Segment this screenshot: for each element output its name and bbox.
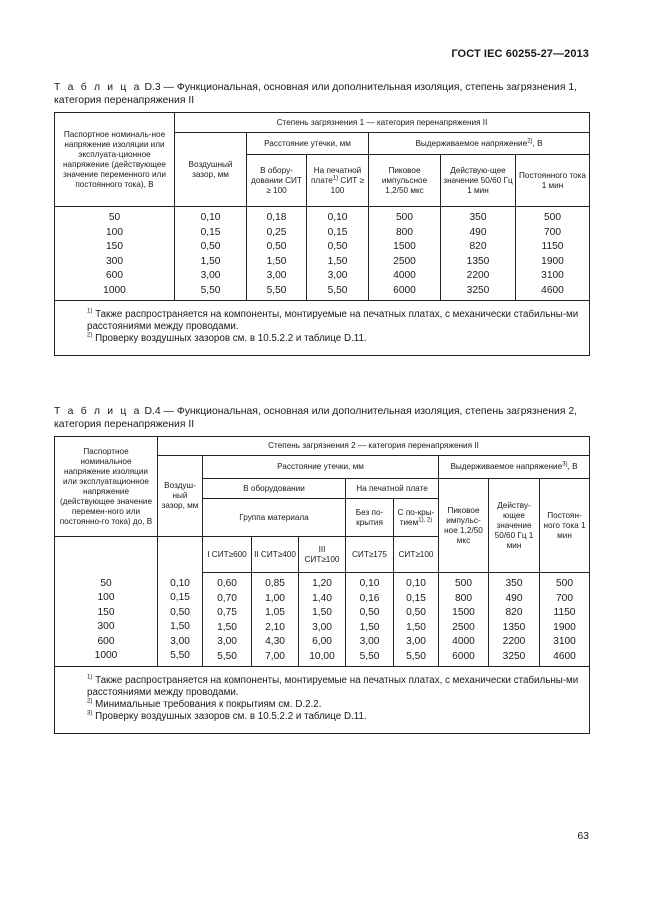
d3-header-creepage: Расстояние утечки, мм (247, 133, 369, 155)
d4-footnote-3: $^{3)}$ Проверку воздушных зазоров см. в 10.5.2.2 и таблице D.11. (87, 710, 367, 722)
d4-col-pcb-coated: 0,10 0,15 0,50 1,50 3,00 5,50 (394, 573, 439, 667)
d4-header-clearance-spacer (158, 537, 203, 573)
d3-data-body (55, 207, 590, 301)
d4-header-rms: Действу-ющее значение 50/60 Гц 1 мин (489, 479, 540, 573)
d4-col-peak: 500 800 1500 2500 4000 6000 (439, 573, 489, 667)
d3-col-rated: 50 100 150 300 600 1000 (55, 207, 175, 301)
d4-header-pcb: На печатной плате (346, 479, 439, 499)
d4-header-group: Группа материала (203, 499, 346, 537)
d3-col-peak: 500 800 1500 2500 4000 6000 (369, 207, 441, 301)
d4-col-rms: 350 490 820 1350 2200 3250 (489, 573, 540, 667)
d4-header-rated-spacer (55, 537, 158, 573)
d4-header-uncoated: Без по-крытия (346, 499, 394, 537)
d4-header-dc: Постоян-ного тока 1 мин (540, 479, 590, 573)
table-d4-caption (54, 405, 594, 431)
d3-col-clearance: 0,10 0,15 0,50 1,50 3,00 5,50 (175, 207, 247, 301)
d3-header-withstand: Выдерживаемое напряжение$^{2)}$, В (369, 133, 590, 155)
d3-col-dc: 500 700 1150 1900 3100 4600 (516, 207, 590, 301)
d3-header-dc: Постоянного тока 1 мин (516, 155, 590, 207)
d3-footnote-2: $^{2)}$ Проверку воздушных зазоров см. в 10.5.2.2 и таблице D.11. (87, 332, 367, 344)
d3-header-equipment: В обору-довании СИТ ≥ 100 (247, 155, 307, 207)
d4-header-rated-voltage: Паспортное номинальное напряжение изоляции или эксплуатационное напряжение (действующее значение перемен-ного или постоянно-го тока) до, В (55, 437, 158, 537)
table-d3-caption-label: Т а б л и ц а (54, 82, 142, 93)
d4-header-creepage: Расстояние утечки, мм (203, 456, 439, 479)
d4-header-clearance: Воздуш-ный зазор, мм (158, 456, 203, 537)
d4-header-equipment: В оборудовании (203, 479, 346, 499)
d4-col-dc: 500 700 1150 1900 3100 4600 (540, 573, 590, 667)
d4-header-pollution: Степень загрязнения 2 — категория перенапряжения II (158, 437, 590, 456)
d4-col-group-1: 0,60 0,70 0,75 1,50 3,00 5,50 (203, 573, 252, 667)
table-d4-caption-text: D.4 — Функциональная, основная или дополнительная изоляция, степень загрязнения 2, категория перенапряжения II (54, 406, 577, 430)
table-d4-caption-label: Т а б л и ц а (54, 406, 142, 417)
d4-col-group-2: 0,85 1,00 1,05 2,10 4,30 7,00 (252, 573, 299, 667)
d3-footnote-1: $^{1)}$ Также распространяется на компоненты, монтируемые на печатных платах, с механически стабильны-ми расстояниями между проводами. (87, 308, 579, 332)
table-d3-caption (54, 81, 594, 107)
d3-header-rated-voltage: Паспортное номиналь-ное напряжение изоляции или эксплуата-ционное напряжение (действующее значение переменного или постоянного тока), В (55, 113, 175, 207)
d4-col-group-3: 1,20 1,40 1,50 3,00 6,00 10,00 (299, 573, 346, 667)
d4-col-rated: 50 100 150 300 600 1000 (55, 573, 158, 667)
d3-header-pcb: На печатной плате$^{1)}$ СИТ ≥ 100 (307, 155, 369, 207)
d4-col-pcb-uncoated: 0,10 0,16 0,50 1,50 3,00 5,50 (346, 573, 394, 667)
d4-col-clearance: 0,10 0,15 0,50 1,50 3,00 5,50 (158, 573, 203, 667)
d3-header-clearance: Воздушный зазор, мм (175, 133, 247, 207)
d4-header-group-1: I СИТ≥600 (203, 537, 252, 573)
page-number: 63 (577, 830, 589, 842)
d4-footnote-1: $^{1)}$ Также распространяется на компоненты, монтируемые на печатных платах, с механически стабильны-ми расстояниями между проводами. (87, 674, 579, 698)
d4-header-peak: Пиковое импульс-ное 1,2/50 мкс (439, 479, 489, 573)
d4-header-pcb-coated: СИТ≥100 (394, 537, 439, 573)
d3-col-rms: 350 490 820 1350 2200 3250 (441, 207, 516, 301)
d4-header-pcb-uncoated: СИТ≥175 (346, 537, 394, 573)
table-d4 (54, 436, 590, 734)
table-d3-caption-text: D.3 — Функциональная, основная или дополнительная изоляция, степень загрязнения 1, категория перенапряжения II (54, 82, 577, 106)
d4-data-body (55, 573, 590, 667)
d3-header-peak: Пиковое импульсное 1,2/50 мкс (369, 155, 441, 207)
document-header: ГОСТ IEC 60255-27—2013 (451, 48, 589, 60)
d3-header-pollution: Степень загрязнения 1 — категория перенапряжения II (175, 113, 590, 133)
d3-footnotes (55, 300, 590, 355)
d4-header-withstand: Выдерживаемое напряжение$^{3)}$, В (439, 456, 590, 479)
d4-footnotes (55, 666, 590, 733)
table-d3 (54, 112, 590, 356)
d4-header-coated: С по-кры-тием$^{1), 2)}$ (394, 499, 439, 537)
d4-footnote-2: $^{2)}$ Минимальные требования к покрытиям см. D.2.2. (87, 698, 322, 710)
d4-header-group-2: II СИТ≥400 (252, 537, 299, 573)
d3-col-pcb: 0,10 0,15 0,50 1,50 3,00 5,50 (307, 207, 369, 301)
d3-col-equipment: 0,18 0,25 0,50 1,50 3,00 5,50 (247, 207, 307, 301)
d4-header-group-3: III СИТ≥100 (299, 537, 346, 573)
d3-header-rms: Действую-щее значение 50/60 Гц 1 мин (441, 155, 516, 207)
